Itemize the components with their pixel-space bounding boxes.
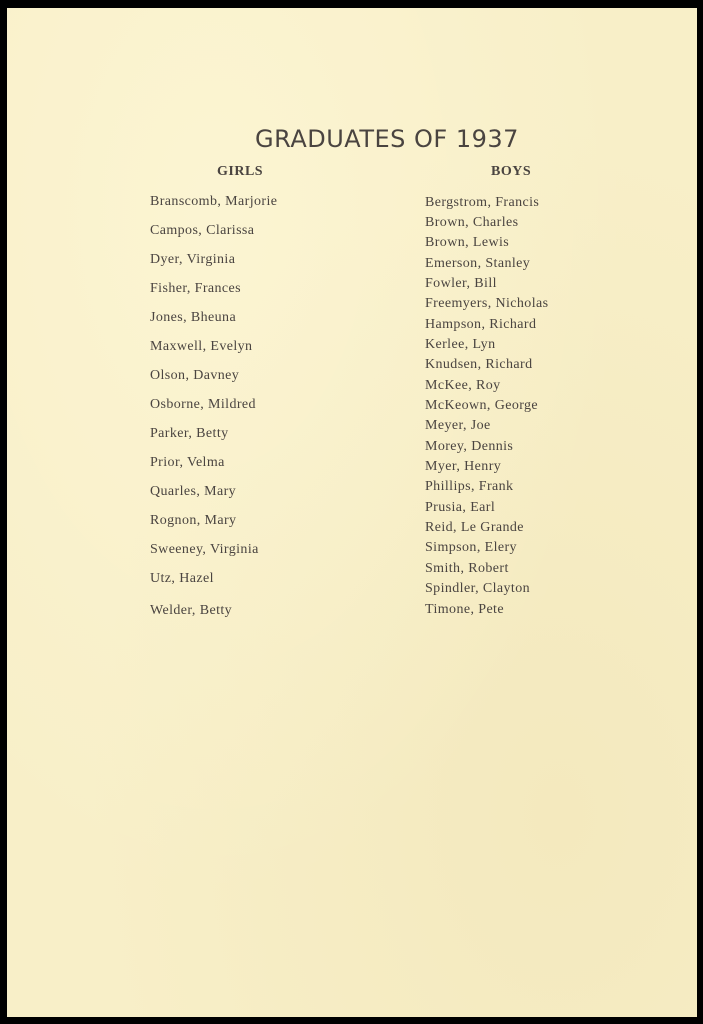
girl-name: Quarles, Mary (150, 484, 237, 499)
boy-name: Phillips, Frank (425, 479, 514, 494)
boy-name: McKee, Roy (425, 378, 501, 393)
girl-name: Osborne, Mildred (150, 397, 256, 412)
girl-name: Maxwell, Evelyn (150, 339, 253, 354)
page-title: GRADUATES OF 1937 (255, 125, 519, 153)
boy-name: Fowler, Bill (425, 276, 497, 291)
boy-name: Timone, Pete (425, 602, 504, 617)
boy-name: McKeown, George (425, 398, 539, 413)
boy-name: Bergstrom, Francis (425, 195, 540, 210)
girl-name: Jones, Bheuna (150, 310, 237, 325)
girl-name: Utz, Hazel (150, 571, 214, 586)
boy-name: Hampson, Richard (425, 317, 537, 332)
girl-name: Sweeney, Virginia (150, 542, 259, 557)
boy-name: Spindler, Clayton (425, 581, 531, 596)
boys-column-heading: BOYS (491, 164, 532, 179)
boy-name: Myer, Henry (425, 459, 502, 474)
girl-name: Rognon, Mary (150, 513, 237, 528)
girl-name: Olson, Davney (150, 368, 240, 383)
girl-name: Prior, Velma (150, 455, 225, 470)
girl-name: Fisher, Frances (150, 281, 241, 296)
boy-name: Emerson, Stanley (425, 256, 531, 271)
girls-column-heading: GIRLS (217, 164, 264, 179)
girl-name: Campos, Clarissa (150, 223, 255, 238)
yearbook-page (7, 8, 697, 1017)
boy-name: Prusia, Earl (425, 500, 496, 515)
boy-name: Smith, Robert (425, 561, 509, 576)
boy-name: Brown, Charles (425, 215, 519, 230)
girl-name: Parker, Betty (150, 426, 229, 441)
boy-name: Kerlee, Lyn (425, 337, 496, 352)
boy-name: Brown, Lewis (425, 235, 510, 250)
boy-name: Morey, Dennis (425, 439, 514, 454)
girl-name: Dyer, Virginia (150, 252, 236, 267)
girl-name: Branscomb, Marjorie (150, 194, 278, 209)
boy-name: Simpson, Elery (425, 540, 517, 555)
boy-name: Freemyers, Nicholas (425, 296, 549, 311)
boy-name: Knudsen, Richard (425, 357, 533, 372)
girl-name: Welder, Betty (150, 603, 233, 618)
boy-name: Meyer, Joe (425, 418, 491, 433)
boy-name: Reid, Le Grande (425, 520, 524, 535)
